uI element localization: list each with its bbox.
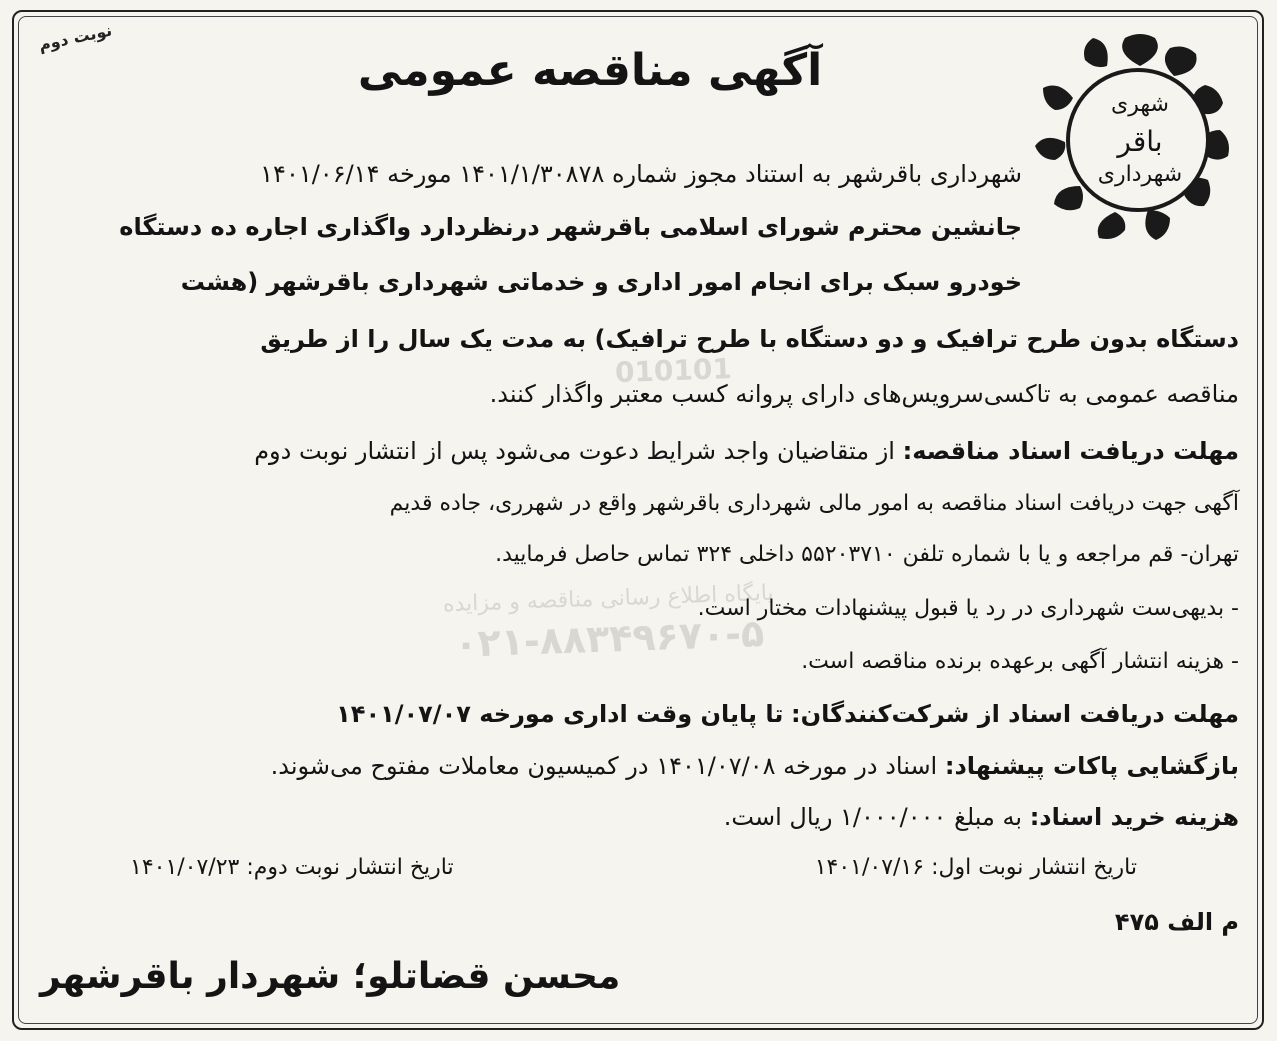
deadline-docs-line-3: تهران- قم مراجعه و یا با شماره تلفن ۵۵۲۰۳۷۱۰ داخلی ۳۲۴ تماس حاصل فرمایید.	[495, 542, 1239, 567]
opening-value: اسناد در مورخه ۱۴۰۱/۰۷/۰۸ در کمیسیون معاملات مفتوح می‌شوند.	[270, 752, 938, 780]
body-line: خودرو سبک برای انجام امور اداری و خدماتی شهرداری باقرشهر (هشت	[180, 268, 1022, 296]
logo-text-2: باقر	[1117, 125, 1163, 158]
opening-label: بازگشایی پاکات پیشنهاد:	[944, 752, 1239, 780]
cost-value: به مبلغ ۱/۰۰۰/۰۰۰ ریال است.	[723, 803, 1023, 831]
deadline-submit-label: مهلت دریافت اسناد از شرکت‌کنندگان:	[791, 700, 1239, 728]
deadline-docs-text: از متقاضیان واجد شرایط دعوت می‌شود پس از انتشار نوبت دوم	[254, 437, 895, 465]
deadline-docs-label: مهلت دریافت اسناد مناقصه:	[902, 437, 1239, 465]
signature: محسن قضاتلو؛ شهردار باقرشهر	[40, 956, 621, 997]
logo-text-1: شهری	[1111, 92, 1169, 117]
body-line: مناقصه عمومی به تاکسی‌سرویس‌های دارای پروانه کسب معتبر واگذار کنند.	[489, 380, 1239, 408]
body-line: شهرداری باقرشهر به استناد مجوز شماره ۱۴۰۱/۱/۳۰۸۷۸ مورخه ۱۴۰۱/۰۶/۱۴	[260, 160, 1022, 188]
notice-title: آگهی مناقصه عمومی	[357, 45, 823, 96]
logo-text-3: شهرداری	[1097, 162, 1183, 187]
body-line: جانشین محترم شورای اسلامی باقرشهر درنظردارد واگذاری اجاره ده دستگاه	[119, 213, 1022, 241]
watermark-number: 010101	[614, 352, 733, 390]
watermark-phone: ۰۲۱-۸۸۳۴۹۶۷۰-۵	[453, 611, 765, 666]
opening-line	[271, 752, 1239, 781]
municipality-logo	[1030, 30, 1250, 270]
deadline-docs-line-1	[254, 437, 1239, 466]
body-line: دستگاه بدون طرح ترافیک و دو دستگاه با طرح ترافیک) به مدت یک سال را از طریق	[260, 325, 1239, 353]
note-line: - هزینه انتشار آگهی برعهده برنده مناقصه است.	[801, 649, 1239, 674]
deadline-submit-value: تا پایان وقت اداری مورخه ۱۴۰۱/۰۷/۰۷	[336, 700, 784, 728]
watermark-text: پایگاه اطلاع رسانی مناقصه و مزایده	[442, 580, 775, 618]
cost-line	[724, 803, 1239, 832]
note-line: - بدیهی‌ست شهرداری در رد یا قبول پیشنهادات مختار است.	[697, 596, 1239, 621]
deadline-docs-line-2: آگهی جهت دریافت اسناد مناقصه به امور مالی شهرداری باقرشهر واقع در شهرری، جاده قدیم	[389, 491, 1239, 516]
deadline-submit	[336, 700, 1239, 729]
publish-second-date: تاریخ انتشار نوبت دوم: ۱۴۰۱/۰۷/۲۳	[130, 855, 454, 880]
cost-label: هزینه خرید اسناد:	[1029, 803, 1239, 831]
publish-first-date: تاریخ انتشار نوبت اول: ۱۴۰۱/۰۷/۱۶	[814, 855, 1137, 880]
notice-code: م الف ۴۷۵	[1114, 908, 1239, 936]
round-badge: نوبت دوم	[36, 20, 114, 55]
